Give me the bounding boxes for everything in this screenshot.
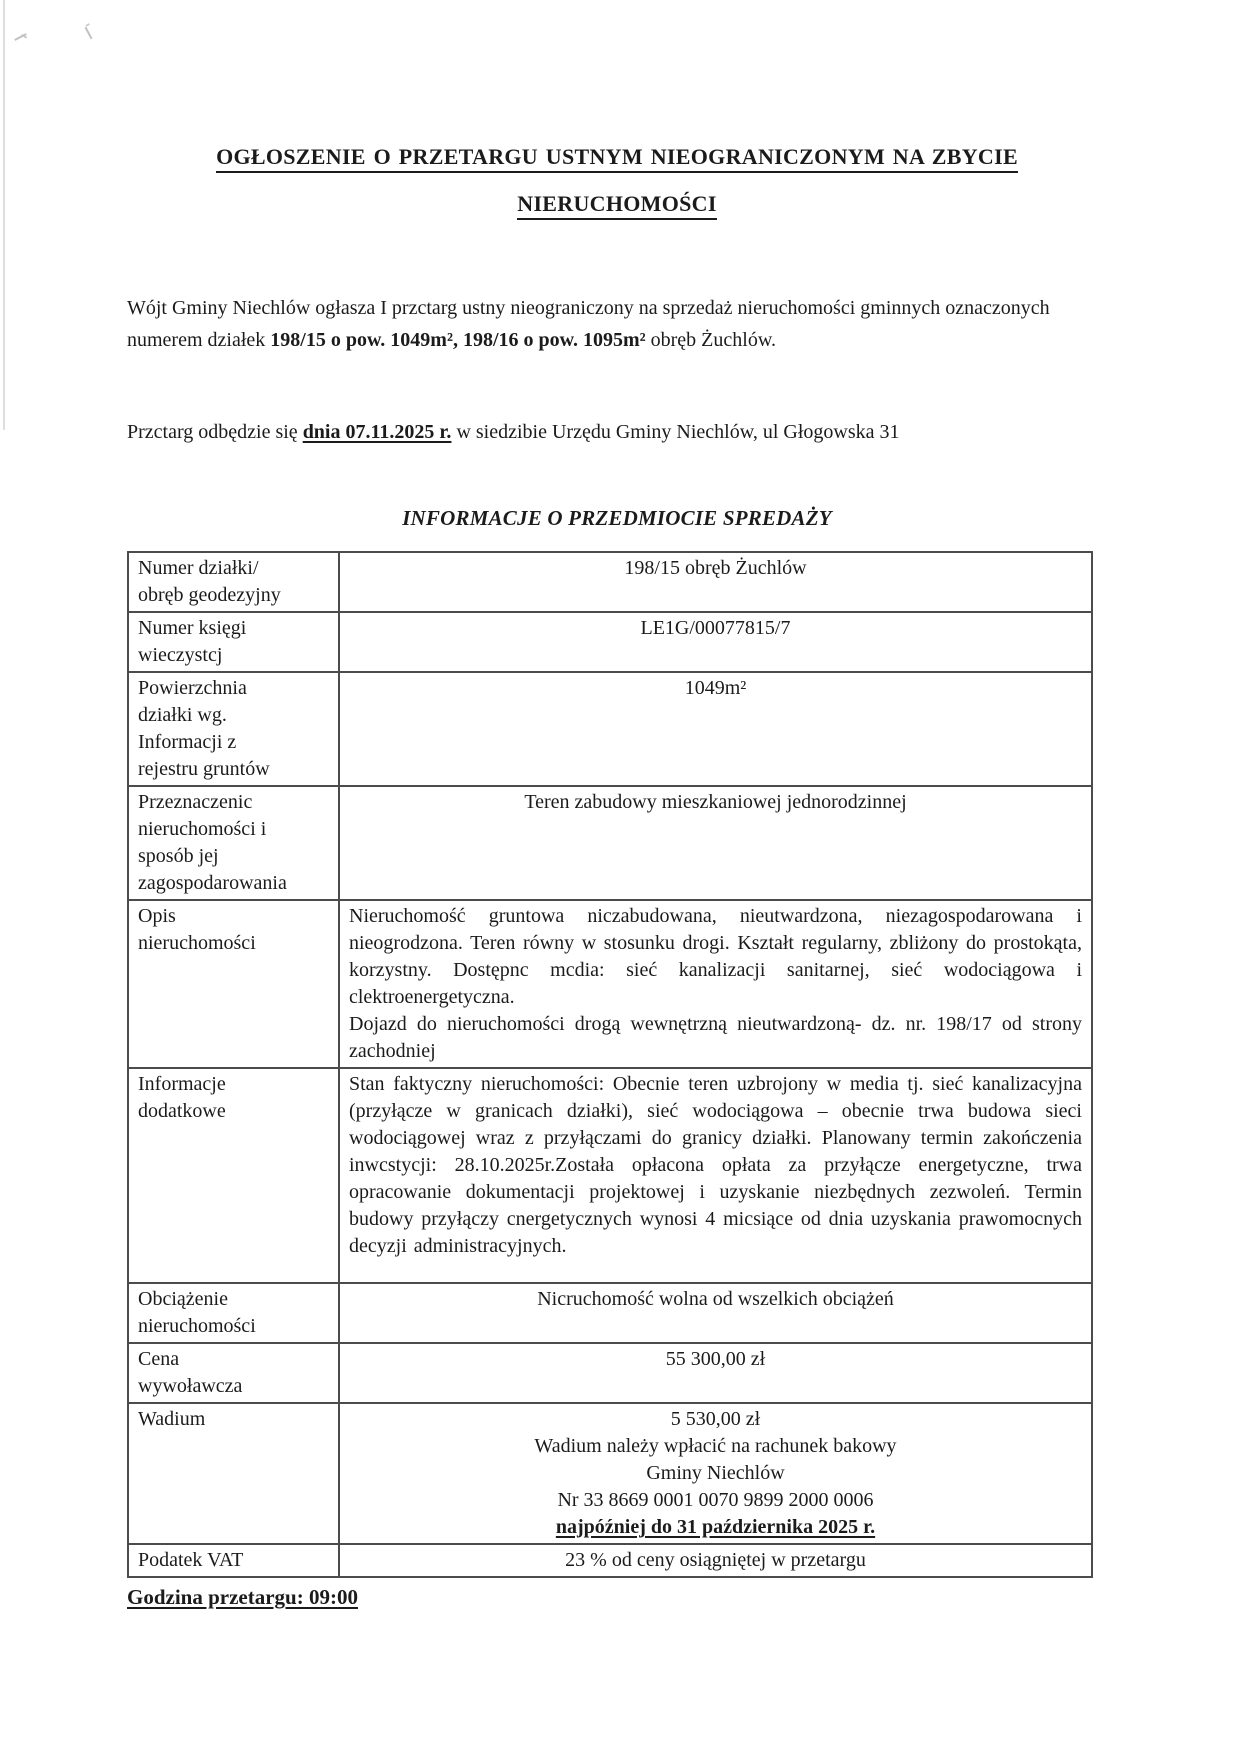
label-line: nieruchomości	[138, 932, 256, 954]
value-paragraph: Nieruchomość gruntowa niczabudowana, nieutwardzona, niezagospodarowana i nieogrodzona. Teren równy w stosunku drogi. Kształt regularny, zbliżony do prostokąta, korzystny. Dostępnc mcdia: sieć kanalizacji sanitarnej, sieć wodociągowa i clektroenergetyczna.	[349, 905, 1082, 1008]
value-text: 1049m²	[684, 677, 747, 699]
value-paragraph: Dojazd do nieruchomości drogą wewnętrzną nieutwardzoną- dz. nr. 198/17 od strony zachodniej	[349, 1013, 1082, 1062]
table-row-przeznaczenie	[128, 786, 1092, 900]
title-line-1-text: OGŁOSZENIE O PRZETARGU USTNYM NIEOGRANICZONYM NA ZBYCIE	[216, 146, 1018, 173]
document-title	[127, 0, 1107, 220]
auction-date-paragraph	[127, 416, 1107, 448]
label-line: nieruchomości i	[138, 818, 267, 840]
row-label-ksiega-wieczysta	[128, 612, 339, 672]
table-row-podatek-vat	[128, 1544, 1092, 1577]
table-row-cena	[128, 1343, 1092, 1403]
scan-smudge-mark	[85, 27, 93, 39]
row-label-przeznaczenie	[128, 786, 339, 900]
table-row-wadium	[128, 1403, 1092, 1544]
table-row-opis	[128, 900, 1092, 1068]
table-heading: INFORMACJE O PRZEDMIOCIE SPREDAŻY	[402, 506, 832, 530]
row-value-numer-dzialki	[339, 552, 1092, 612]
row-value-informacje-dodatkowe	[339, 1068, 1092, 1283]
table-row-ksiega-wieczysta	[128, 612, 1092, 672]
label-line: Cena	[138, 1348, 180, 1370]
value-text: Teren zabudowy mieszkaniowej jednorodzinnej	[524, 791, 907, 813]
wadium-deadline-bold: najpóźniej do 31 października 2025 r.	[555, 1516, 876, 1538]
label-line: działki wg.	[138, 704, 227, 726]
row-label-informacje-dodatkowe	[128, 1068, 339, 1283]
row-value-cena	[339, 1343, 1092, 1403]
value-text: 55 300,00 zł	[665, 1348, 766, 1370]
label-line: dodatkowe	[138, 1100, 226, 1122]
label-line: Podatek VAT	[138, 1549, 244, 1571]
row-label-numer-dzialki	[128, 552, 339, 612]
scan-smudge-mark	[14, 33, 26, 41]
value-text: Nr 33 8669 0001 0070 9899 2000 0006	[557, 1489, 874, 1511]
document-content	[127, 0, 1107, 1610]
label-line: Powierzchnia	[138, 677, 247, 699]
row-label-opis	[128, 900, 339, 1068]
value-text: 5 530,00 zł	[670, 1408, 761, 1430]
scan-edge-artifact	[3, 0, 5, 430]
label-line: nieruchomości	[138, 1315, 256, 1337]
row-value-przeznaczenie	[339, 786, 1092, 900]
row-label-wadium	[128, 1403, 339, 1544]
label-line: sposób jej	[138, 845, 219, 867]
label-line: Informacje	[138, 1073, 226, 1095]
auction-date-prefix: Przctarg odbędzie się	[127, 421, 303, 443]
value-text: 23 % od ceny osiągniętej w przetargu	[565, 1549, 866, 1571]
row-value-opis	[339, 900, 1092, 1068]
plot-numbers-bold: 198/15 o pow. 1049m², 198/16 o pow. 1095m²	[270, 329, 646, 351]
label-line: Przeznaczenic	[138, 791, 253, 813]
label-line: Opis	[138, 905, 176, 927]
label-line: Informacji z	[138, 731, 237, 753]
value-text: LE1G/00077815/7	[640, 617, 791, 639]
title-line-1	[127, 146, 1107, 173]
row-value-obciazenie	[339, 1283, 1092, 1343]
title-line-2	[127, 193, 1107, 220]
label-line: wieczystcj	[138, 644, 223, 666]
label-line: zagospodarowania	[138, 872, 287, 894]
value-text: 198/15 obręb Żuchlów	[624, 557, 807, 579]
intro-text-prefix: Wójt Gminy Niechlów ogłasza I przctarg ustny nieograniczony na sprzedaż nieruchomości gminnych oznaczonych numerem działek	[127, 297, 1050, 351]
row-label-cena	[128, 1343, 339, 1403]
value-text: Nicruchomość wolna od wszelkich obciążeń	[537, 1288, 894, 1310]
value-text: Gminy Niechlów	[646, 1462, 785, 1484]
row-value-powierzchnia	[339, 672, 1092, 786]
row-label-obciazenie	[128, 1283, 339, 1343]
label-line: obręb geodezyjny	[138, 584, 281, 606]
title-line-2-text: NIERUCHOMOŚCI	[517, 193, 716, 220]
row-label-powierzchnia	[128, 672, 339, 786]
property-info-table	[127, 551, 1093, 1578]
table-row-obciazenie	[128, 1283, 1092, 1343]
value-paragraph: Stan faktyczny nieruchomości: Obecnie teren uzbrojony w media tj. sieć kanalizacyjna (przyłącze w granicach działki), sieć wodociągowa – obecnie trwa budowa sieci wodociągowej wraz z przyłączami do granicy działki. Planowany termin zakończenia inwcstycji: 28.10.2025r.Została opłacona opłata za przyłącze energetyczne, trwa opracowanie dokumentacji projektowej i uzyskanie niezbędnych zezwoleń. Termin budowy przyłączy cnergetycznych wynosi 4 micsiące od dnia uzyskania prawomocnych decyzji administracyjnych.	[349, 1073, 1082, 1257]
auction-time-footer	[127, 1585, 1107, 1610]
value-text: Wadium należy wpłacić na rachunek bakowy	[534, 1435, 897, 1457]
table-row-powierzchnia	[128, 672, 1092, 786]
label-line: rejestru gruntów	[138, 758, 270, 780]
row-label-podatek-vat	[128, 1544, 339, 1577]
row-value-podatek-vat	[339, 1544, 1092, 1577]
table-row-informacje-dodatkowe	[128, 1068, 1092, 1283]
table-row-numer-dzialki	[128, 552, 1092, 612]
label-line: Wadium	[138, 1408, 206, 1430]
intro-paragraph	[127, 292, 1107, 356]
row-value-ksiega-wieczysta	[339, 612, 1092, 672]
auction-time-text: Godzina przetargu: 09:00	[127, 1585, 358, 1609]
label-line: Numer księgi	[138, 617, 247, 639]
label-line: Obciążenie	[138, 1288, 228, 1310]
auction-date-bold: dnia 07.11.2025 r.	[302, 421, 452, 443]
auction-date-suffix: w siedzibie Urzędu Gminy Niechlów, ul Głogowska 31	[451, 421, 900, 443]
label-line: wywoławcza	[138, 1375, 243, 1397]
intro-text-suffix: obręb Żuchlów.	[645, 329, 776, 351]
label-line: Numer działki/	[138, 557, 259, 579]
row-value-wadium	[339, 1403, 1092, 1544]
